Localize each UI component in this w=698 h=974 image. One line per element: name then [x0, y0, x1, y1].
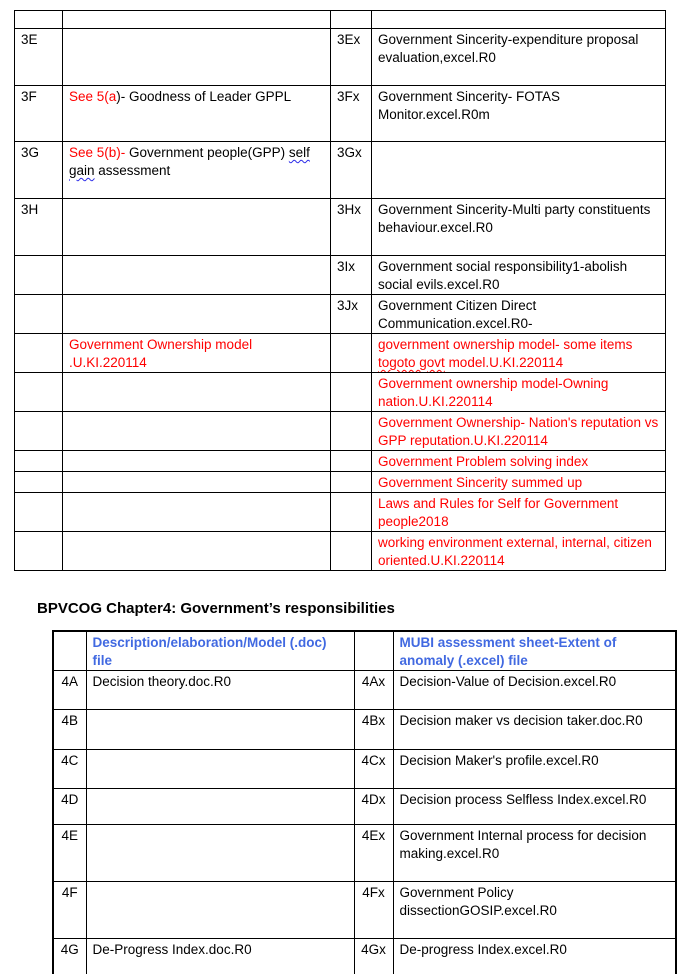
cell-id: [15, 11, 63, 29]
table-row: [15, 256, 666, 295]
table-row: [15, 472, 666, 493]
cell-index: [354, 631, 393, 671]
cell-index: 4Fx: [354, 882, 393, 939]
cell-id: 4F: [53, 882, 86, 939]
text-segment: assessment: [94, 163, 171, 178]
text-segment-sq-blue: gain: [69, 163, 95, 178]
cell-excel: Laws and Rules for Self for Government people2018: [372, 493, 666, 532]
text-segment-red: See 5(b)-: [69, 145, 126, 160]
cell-excel: Government social responsibility1-abolish social evils.excel.R0: [372, 256, 666, 295]
cell-index: 3Jx: [331, 295, 372, 334]
cell-excel: Government Problem solving index: [372, 451, 666, 472]
cell-description: [63, 29, 331, 86]
cell-id: 4A: [53, 671, 86, 710]
cell-description: Decision theory.doc.R0: [86, 671, 354, 710]
table-row: [15, 532, 666, 571]
column-header-description: Description/elaboration/Model (.doc) file: [86, 631, 354, 671]
table-row: [53, 750, 676, 789]
cell-index: 3Ix: [331, 256, 372, 295]
cell-id: [15, 334, 63, 373]
cell-id: 3E: [15, 29, 63, 86]
cell-index: 4Ex: [354, 825, 393, 882]
cell-description: [86, 750, 354, 789]
cell-excel: Government Ownership- Nation's reputation vs GPP reputation.U.KI.220114: [372, 412, 666, 451]
cell-id: [53, 631, 86, 671]
cell-id: [15, 532, 63, 571]
cell-id: 4G: [53, 939, 86, 974]
cell-index: [331, 472, 372, 493]
cell-description: [63, 412, 331, 451]
cell-excel: Government Sincerity summed up: [372, 472, 666, 493]
table-row: [53, 882, 676, 939]
table-row: [15, 29, 666, 86]
chapter3-files-table: [14, 10, 666, 571]
table-row: [15, 493, 666, 532]
table-row: [53, 789, 676, 825]
cell-id: 3H: [15, 199, 63, 256]
table-row: [15, 86, 666, 142]
cell-excel: Government Citizen Direct Communication.excel.R0-: [372, 295, 666, 334]
cell-index: 3Ex: [331, 29, 372, 86]
table-row: [53, 671, 676, 710]
cell-description: [63, 373, 331, 412]
text-segment: )- Goodness of Leader GPPL: [116, 89, 292, 104]
cell-id: [15, 493, 63, 532]
cell-excel: [372, 334, 666, 373]
cell-description: [63, 142, 331, 199]
table-row: [15, 295, 666, 334]
cell-description: [63, 451, 331, 472]
cell-excel: Decision maker vs decision taker.doc.R0: [393, 710, 676, 750]
chapter4-heading: BPVCOG Chapter4: Government’s responsibilities: [37, 600, 395, 617]
cell-description: [63, 199, 331, 256]
table-row: [15, 11, 666, 29]
cell-index: 4Gx: [354, 939, 393, 974]
cell-index: [331, 532, 372, 571]
cell-excel: working environment external, internal, citizen oriented.U.KI.220114: [372, 532, 666, 571]
column-header-excel: MUBI assessment sheet-Extent of anomaly (.excel) file: [393, 631, 676, 671]
cell-excel: Government Sincerity-Multi party constituents behaviour.excel.R0: [372, 199, 666, 256]
table-header-row: [53, 631, 676, 671]
text-segment-sq-red: togoto govt: [378, 355, 445, 370]
cell-excel: Government ownership model-Owning nation.U.KI.220114: [372, 373, 666, 412]
cell-index: 3Gx: [331, 142, 372, 199]
cell-id: [15, 295, 63, 334]
cell-id: [15, 256, 63, 295]
cell-excel: [372, 142, 666, 199]
cell-description: [63, 86, 331, 142]
cell-excel: Decision-Value of Decision.excel.R0: [393, 671, 676, 710]
cell-id: [15, 373, 63, 412]
text-segment: model.U.KI.220114: [444, 355, 564, 370]
cell-index: 4Bx: [354, 710, 393, 750]
cell-description: [63, 472, 331, 493]
table-row: [15, 451, 666, 472]
text-segment-sq-blue: self: [288, 145, 310, 160]
cell-excel: Government Policy dissectionGOSIP.excel.R0: [393, 882, 676, 939]
table-row: [15, 199, 666, 256]
cell-index: 4Cx: [354, 750, 393, 789]
text-segment-red: See 5(a: [69, 89, 117, 104]
cell-index: [331, 412, 372, 451]
cell-id: 3G: [15, 142, 63, 199]
cell-excel: Decision Maker's profile.excel.R0: [393, 750, 676, 789]
cell-id: 4B: [53, 710, 86, 750]
cell-description: [63, 256, 331, 295]
cell-excel: Government Sincerity-expenditure proposal evaluation,excel.R0: [372, 29, 666, 86]
cell-description: [63, 532, 331, 571]
cell-description: [63, 295, 331, 334]
cell-index: [331, 334, 372, 373]
cell-index: 4Dx: [354, 789, 393, 825]
cell-excel: Government Sincerity- FOTAS Monitor.excel.R0m: [372, 86, 666, 142]
cell-id: [15, 412, 63, 451]
cell-id: 3F: [15, 86, 63, 142]
text-segment: government ownership model- some items: [378, 337, 633, 352]
cell-description: De-Progress Index.doc.R0: [86, 939, 354, 974]
cell-id: [15, 451, 63, 472]
cell-description: [86, 789, 354, 825]
cell-description: [86, 710, 354, 750]
cell-id: 4D: [53, 789, 86, 825]
table-row: [53, 825, 676, 882]
table-row: [15, 373, 666, 412]
cell-id: [15, 472, 63, 493]
cell-index: [331, 373, 372, 412]
cell-index: 4Ax: [354, 671, 393, 710]
table-row: [15, 412, 666, 451]
cell-index: [331, 451, 372, 472]
cell-excel: [372, 11, 666, 29]
cell-excel: De-progress Index.excel.R0: [393, 939, 676, 974]
cell-excel: Decision process Selfless Index.excel.R0: [393, 789, 676, 825]
table-row: [53, 710, 676, 750]
cell-index: 3Fx: [331, 86, 372, 142]
cell-excel: Government Internal process for decision making.excel.R0: [393, 825, 676, 882]
cell-index: [331, 493, 372, 532]
table-row: [15, 142, 666, 199]
cell-description: [86, 825, 354, 882]
cell-description: [86, 882, 354, 939]
cell-id: 4E: [53, 825, 86, 882]
text-segment: Government people(GPP): [125, 145, 289, 160]
chapter4-files-table: [52, 630, 677, 974]
cell-id: 4C: [53, 750, 86, 789]
cell-description: [63, 11, 331, 29]
cell-index: [331, 11, 372, 29]
cell-description: Government Ownership model .U.KI.220114: [63, 334, 331, 373]
cell-index: 3Hx: [331, 199, 372, 256]
cell-description: [63, 493, 331, 532]
table-row: [53, 939, 676, 974]
table-row: [15, 334, 666, 373]
